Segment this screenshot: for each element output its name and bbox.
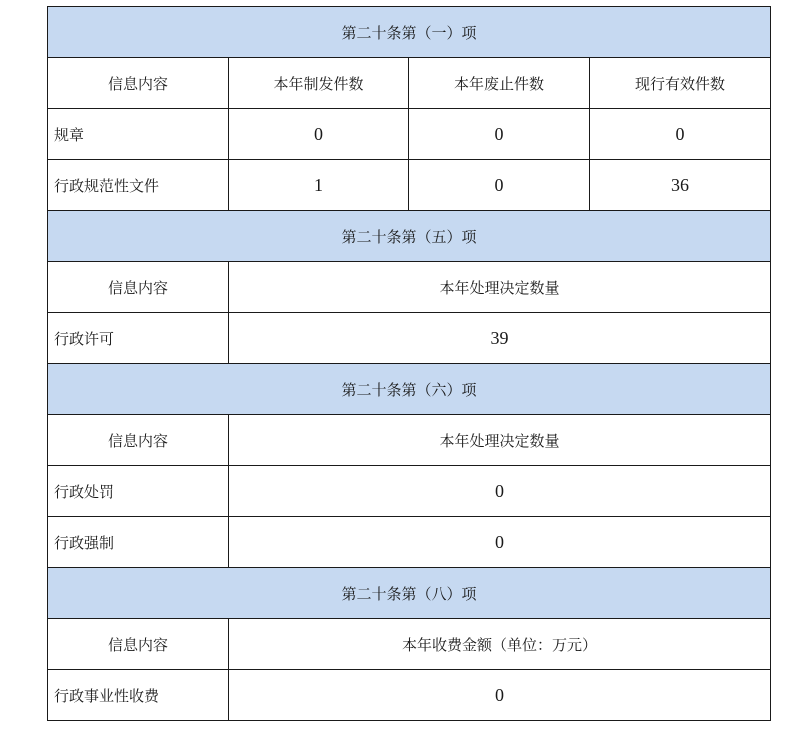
row-label: 行政事业性收费 [48,670,229,721]
column-header: 现行有效件数 [590,58,771,109]
section-header-row [48,364,771,415]
cell-value: 1 [229,160,409,211]
cell-value: 0 [229,466,771,517]
table-row [48,517,771,568]
cell-value: 0 [229,109,409,160]
row-label: 行政许可 [48,313,229,364]
column-header-row [48,619,771,670]
column-header: 信息内容 [48,415,229,466]
cell-value: 0 [229,517,771,568]
section-title: 第二十条第（八）项 [48,568,771,619]
column-header: 本年废止件数 [409,58,590,109]
column-header: 信息内容 [48,58,229,109]
cell-value: 0 [229,670,771,721]
row-label: 规章 [48,109,229,160]
row-label: 行政强制 [48,517,229,568]
cell-value: 36 [590,160,771,211]
row-label: 行政规范性文件 [48,160,229,211]
section-title: 第二十条第（六）项 [48,364,771,415]
section-header-row [48,568,771,619]
cell-value: 0 [409,160,590,211]
section-title: 第二十条第（一）项 [48,7,771,58]
table-row [48,466,771,517]
cell-value: 0 [590,109,771,160]
row-label: 行政处罚 [48,466,229,517]
table-row [48,160,771,211]
cell-value: 0 [409,109,590,160]
disclosure-table [47,6,771,721]
column-header-row [48,262,771,313]
column-header: 本年制发件数 [229,58,409,109]
section-header-row [48,211,771,262]
section-header-row [48,7,771,58]
column-header: 信息内容 [48,262,229,313]
table-row [48,313,771,364]
table-row [48,670,771,721]
column-header: 信息内容 [48,619,229,670]
cell-value: 39 [229,313,771,364]
column-header-row [48,415,771,466]
section-title: 第二十条第（五）项 [48,211,771,262]
column-header-row [48,58,771,109]
column-header: 本年处理决定数量 [229,262,771,313]
table-row [48,109,771,160]
column-header: 本年收费金额（单位：万元） [229,619,771,670]
column-header: 本年处理决定数量 [229,415,771,466]
